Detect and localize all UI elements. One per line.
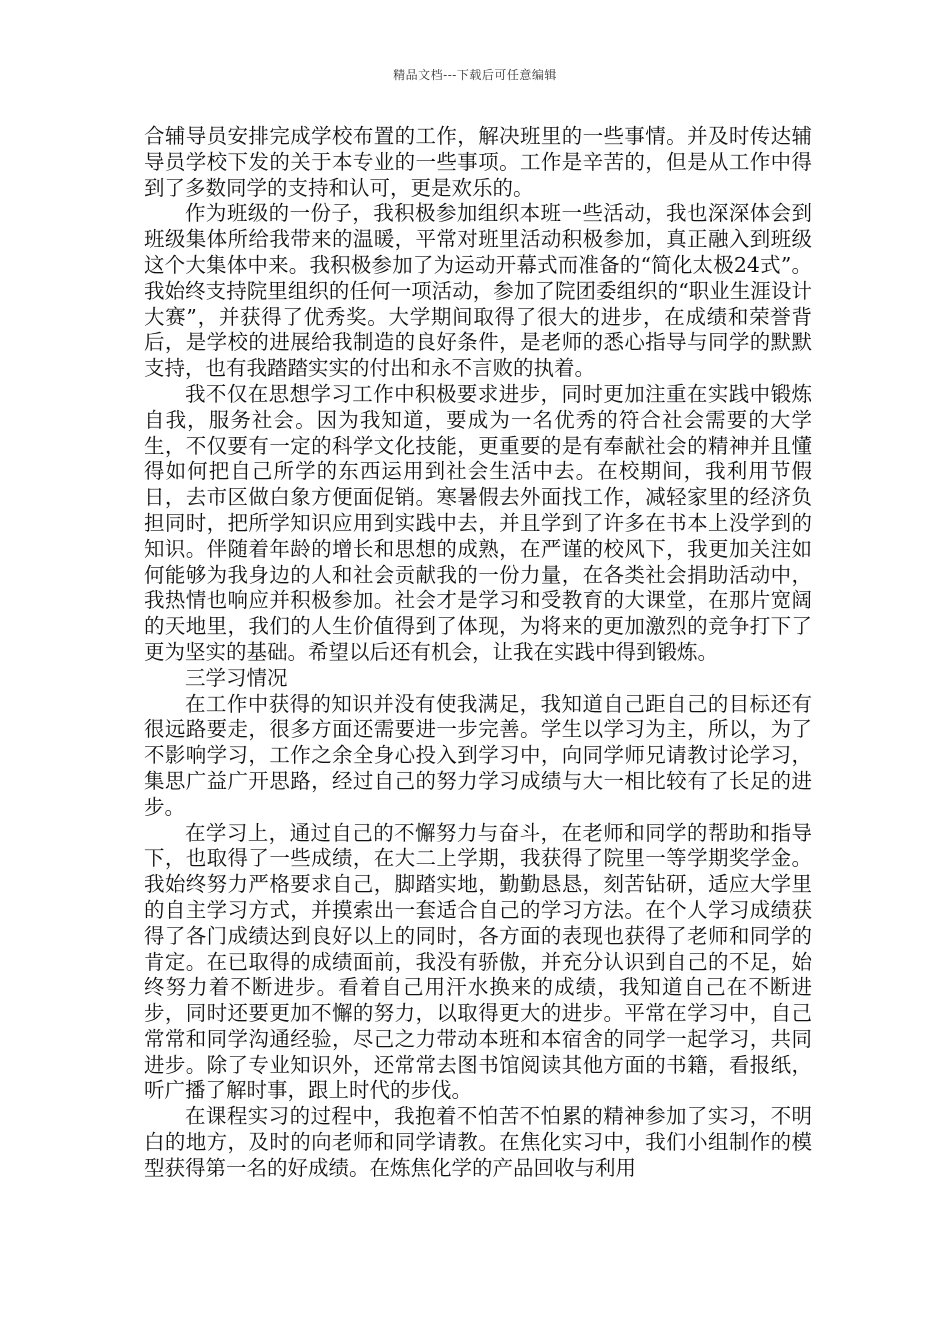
document-body <box>144 124 812 1182</box>
page-header: 精品文档---下载后可任意编辑 <box>393 68 557 82</box>
section-heading-study: 三学习情况 <box>185 665 288 690</box>
paragraph-social-practice: 我不仅在思想学习工作中积极要求进步，同时更加注重在实践中锻炼自我，服务社会。因为我知道，要成为一名优秀的符合社会需要的大学生，不仅要有一定的科学文化技能，更重要的是有奉献社会的精神并且懂得如何把自己所学的东西运用到社会生活中去。在校期间，我利用节假日，去市区做白象方便面促销。寒暑假去外面找工作，减轻家里的经济负担同时，把所学知识应用到实践中去，并且学到了许多在书本上没学到的知识。伴随着年龄的增长和思想的成熟，在严谨的校风下，我更加关注如何能够为我身边的人和社会贡献我的一份力量，在各类社会捐助活动中，我热情也响应并积极参加。社会才是学习和受教育的大课堂，在那片宽阔的天地里，我们的人生价值得到了体现，为将来的更加激烈的竞争打下了更为坚实的基础。希望以后还有机会，让我在实践中得到锻炼。 <box>144 381 812 664</box>
paragraph-class-activities: 作为班级的一份子，我积极参加组织本班一些活动，我也深深体会到班级集体所给我带来的温暖，平常对班里活动积极参加，真正融入到班级这个大集体中来。我积极参加了为运动开幕式而准备的“简化太极24式”。我始终支持院里组织的任何一项活动，参加了院团委组织的“职业生涯设计大赛”，并获得了优秀奖。大学期间取得了很大的进步，在成绩和荣誉背后，是学校的进展给我制造的良好条件，是老师的悉心指导与同学的默默支持，也有我踏踏实实的付出和永不言败的执着。 <box>144 201 812 381</box>
paragraph-study-intro: 在工作中获得的知识并没有使我满足，我知道自己距自己的目标还有很远路要走，很多方面还需要进一步完善。学生以学习为主，所以，为了不影响学习，工作之余全身心投入到学习中，向同学师兄请教讨论学习，集思广益广开思路，经过自己的努力学习成绩与大一相比较有了长足的进步。 <box>144 691 812 819</box>
paragraph-study-achievements: 在学习上，通过自己的不懈努力与奋斗，在老师和同学的帮助和指导下，也取得了一些成绩，在大二上学期，我获得了院里一等学期奖学金。我始终努力严格要求自己，脚踏实地，勤勤恳恳，刻苦钻研，适应大学里的自主学习方式，并摸索出一套适合自己的学习方法。在个人学习成绩获得了各门成绩达到良好以上的同时，各方面的表现也获得了老师和同学的肯定。在已取得的成绩面前，我没有骄傲，并充分认识到自己的不足，始终努力着不断进步。看着自己用汗水换来的成绩，我知道自己在不断进步，同时还要更加不懈的努力，以取得更大的进步。平常在学习中，自己常常和同学沟通经验，尽己之力带动本班和本宿舍的同学一起学习，共同进步。除了专业知识外，还常常去图书馆阅读其他方面的书籍，看报纸，听广播了解时事，跟上时代的步伐。 <box>144 820 812 1103</box>
paragraph-continued: 合辅导员安排完成学校布置的工作，解决班里的一些事情。并及时传达辅导员学校下发的关于本专业的一些事项。工作是辛苦的，但是从工作中得到了多数同学的支持和认可，更是欢乐的。 <box>144 124 812 200</box>
paragraph-course-practice: 在课程实习的过程中，我抱着不怕苦不怕累的精神参加了实习，不明白的地方，及时的向老师和同学请教。在焦化实习中，我们小组制作的模型获得第一名的好成绩。在炼焦化学的产品回收与利用 <box>144 1104 812 1180</box>
